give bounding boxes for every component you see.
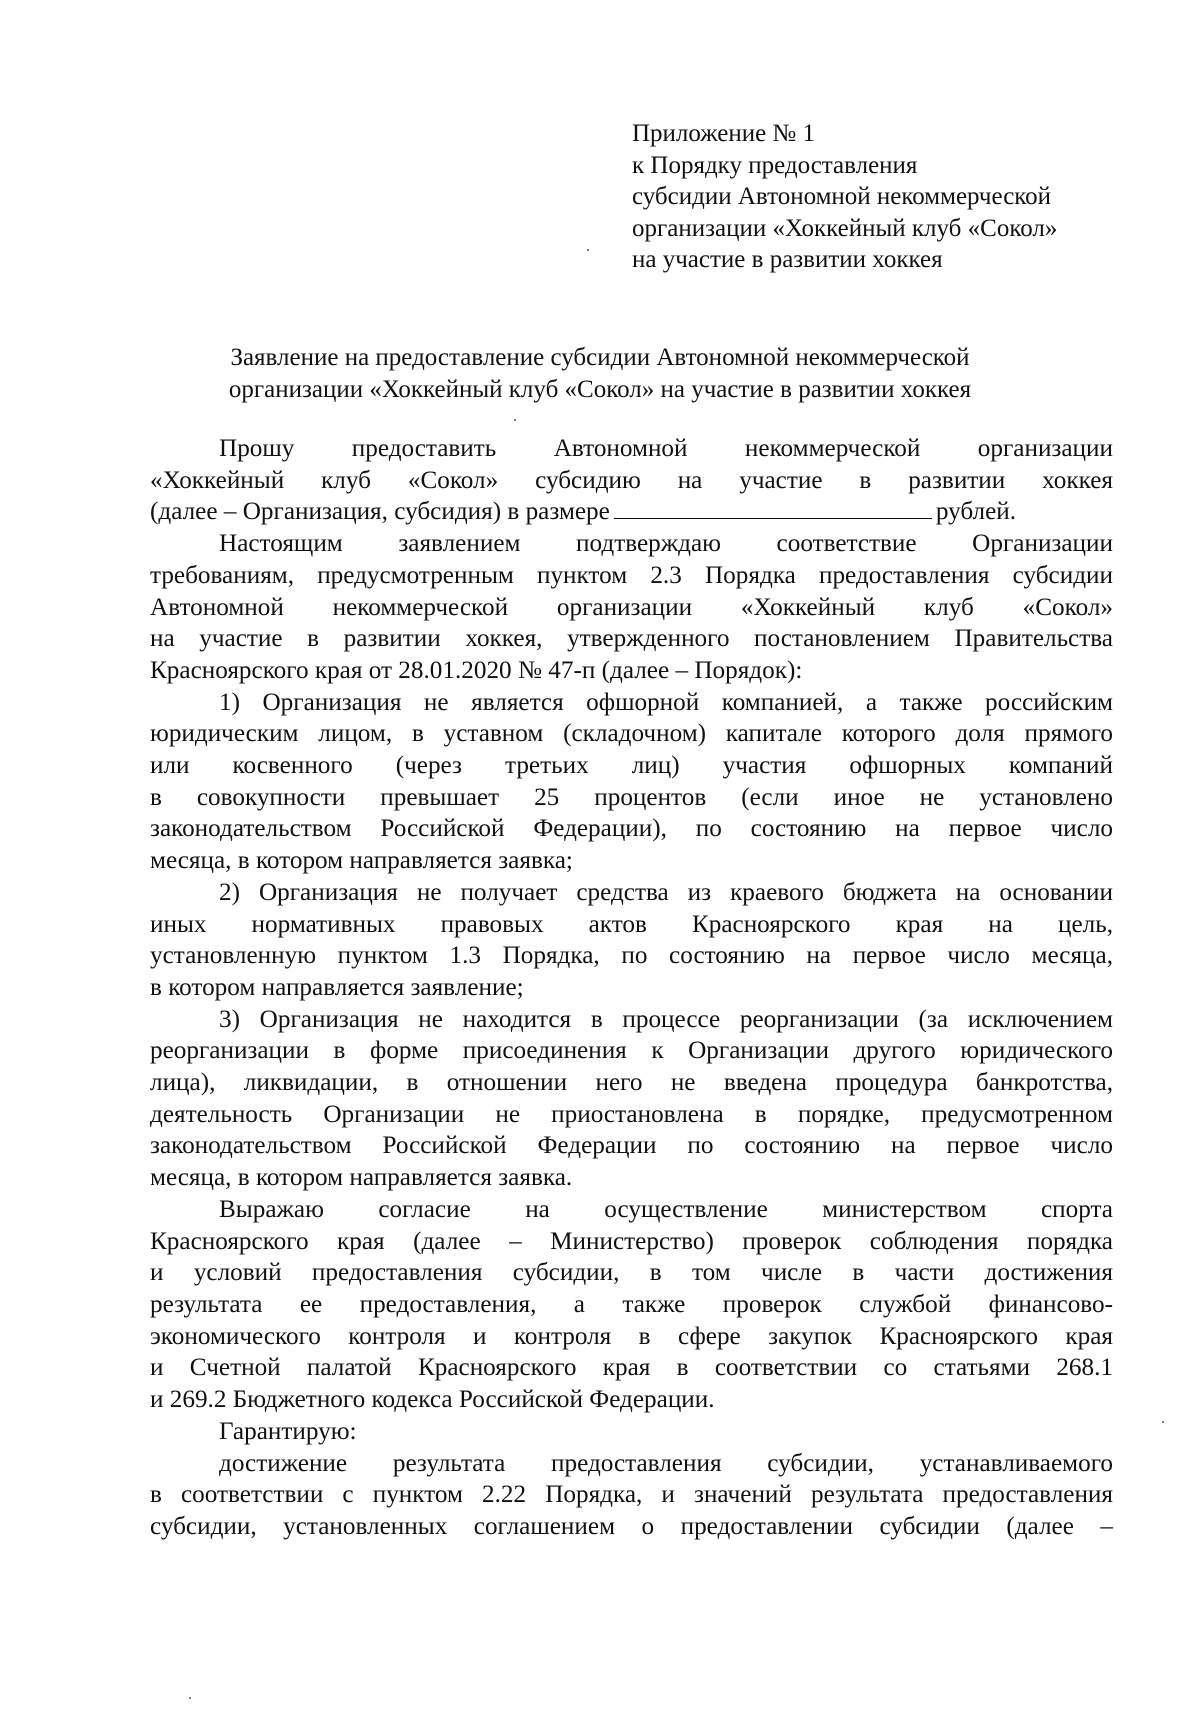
text-line: 1) Организация не является офшорной компанией, а также российским	[219, 688, 1113, 716]
text-line: «Хоккейный клуб «Сокол» субсидию на участие в развитии хоккея	[150, 466, 1113, 494]
text-line: месяца, в котором направляется заявка.	[150, 1164, 573, 1192]
text-line: законодательством Российской Федерации), по состоянию на первое число	[150, 815, 1113, 843]
scan-speck	[1162, 1421, 1164, 1423]
paragraph-request	[150, 433, 1113, 528]
paragraph-item-2	[150, 877, 1113, 1004]
text-line: в совокупности превышает 25 процентов (если иное не установлено	[150, 783, 1113, 811]
text-line: законодательством Российской Федерации по состоянию на первое число	[150, 1132, 1113, 1160]
amount-blank-field[interactable]	[614, 496, 932, 519]
text-line: Прошу предоставить Автономной некоммерческой организации	[219, 435, 1113, 462]
paragraph-item-3	[150, 1004, 1113, 1194]
text-line: и 269.2 Бюджетного кодекса Российской Федерации.	[150, 1386, 715, 1414]
appendix-line-2: к Порядку предоставления	[632, 151, 918, 179]
text-line: субсидии, установленных соглашением о предоставлении субсидии (далее –	[150, 1512, 1113, 1540]
appendix-line-3: субсидии Автономной некоммерческой	[632, 183, 1052, 210]
text-line: Гарантирую:	[219, 1417, 357, 1445]
text-line: и условий предоставления субсидии, в том числе в части достижения	[150, 1259, 1113, 1287]
document-body	[150, 433, 1113, 1543]
text-line-amount	[150, 496, 1113, 528]
text-line: юридическим лицом, в уставном (складочном) капитале которого доля прямого	[150, 720, 1113, 748]
text-line: на участие в развитии хоккея, утвержденного постановлением Правительства	[150, 625, 1113, 653]
text-line: Выражаю согласие на осуществление министерством спорта	[219, 1195, 1113, 1223]
text-line: требованиям, предусмотренным пунктом 2.3 Порядка предоставления субсидии	[150, 561, 1113, 589]
title-line-1: Заявление на предоставление субсидии Автономной некоммерческой	[230, 344, 970, 371]
text-line: Настоящим заявлением подтверждаю соответствие Организации	[219, 530, 1113, 558]
paragraph-item-1	[150, 687, 1113, 877]
scan-speck	[514, 419, 516, 421]
document-title	[150, 342, 1050, 406]
scan-speck	[587, 249, 589, 251]
text-line: и Счетной палатой Красноярского края в соответствии со статьями 268.1	[150, 1354, 1113, 1382]
paragraph-confirmation	[150, 528, 1113, 687]
text-line: реорганизации в форме присоединения к Организации другого юридического	[150, 1037, 1113, 1065]
title-line-2: организации «Хоккейный клуб «Сокол» на участие в развитии хоккея	[228, 376, 972, 403]
text-line: месяца, в котором направляется заявка;	[150, 847, 573, 875]
amount-suffix: рублей.	[935, 498, 1017, 526]
text-line: или косвенного (через третьих лиц) участия офшорных компаний	[150, 752, 1113, 780]
appendix-line-5: на участие в развитии хоккея	[632, 246, 943, 273]
text-line: результата ее предоставления, а также проверок службой финансово-	[150, 1290, 1113, 1318]
text-line: 3) Организация не находится в процессе реорганизации (за исключением	[219, 1005, 1113, 1033]
text-line: в котором направляется заявление;	[150, 973, 524, 1001]
paragraph-consent	[150, 1194, 1113, 1416]
text-line: экономического контроля и контроля в сфере закупок Красноярского края	[150, 1322, 1113, 1350]
appendix-line-1: Приложение № 1	[632, 120, 816, 147]
paragraph-guarantee-heading	[150, 1416, 1113, 1448]
appendix-header	[632, 118, 1152, 276]
text-line: в соответствии с пунктом 2.22 Порядка, и значений результата предоставления	[150, 1481, 1113, 1509]
scan-speck	[189, 1697, 191, 1699]
text-line: иных нормативных правовых актов Красноярского края на цель,	[150, 910, 1113, 938]
text-line: 2) Организация не получает средства из краевого бюджета на основании	[219, 878, 1113, 906]
appendix-line-4: организации «Хоккейный клуб «Сокол»	[632, 214, 1058, 242]
text-line: достижение результата предоставления субсидии, устанавливаемого	[219, 1449, 1113, 1477]
text-line: Автономной некоммерческой организации «Хоккейный клуб «Сокол»	[150, 593, 1113, 621]
paragraph-guarantee	[150, 1448, 1113, 1543]
amount-prefix: (далее – Организация, субсидия) в размере	[150, 498, 610, 526]
text-line: лица), ликвидации, в отношении него не введена процедура банкротства,	[150, 1069, 1113, 1097]
text-line: деятельность Организации не приостановлена в порядке, предусмотренном	[150, 1100, 1113, 1128]
text-line: Красноярского края от 28.01.2020 № 47-п (далее – Порядок):	[150, 656, 803, 684]
text-line: Красноярского края (далее – Министерство) проверок соблюдения порядка	[150, 1227, 1113, 1255]
text-line: установленную пунктом 1.3 Порядка, по состоянию на первое число месяца,	[150, 942, 1113, 970]
